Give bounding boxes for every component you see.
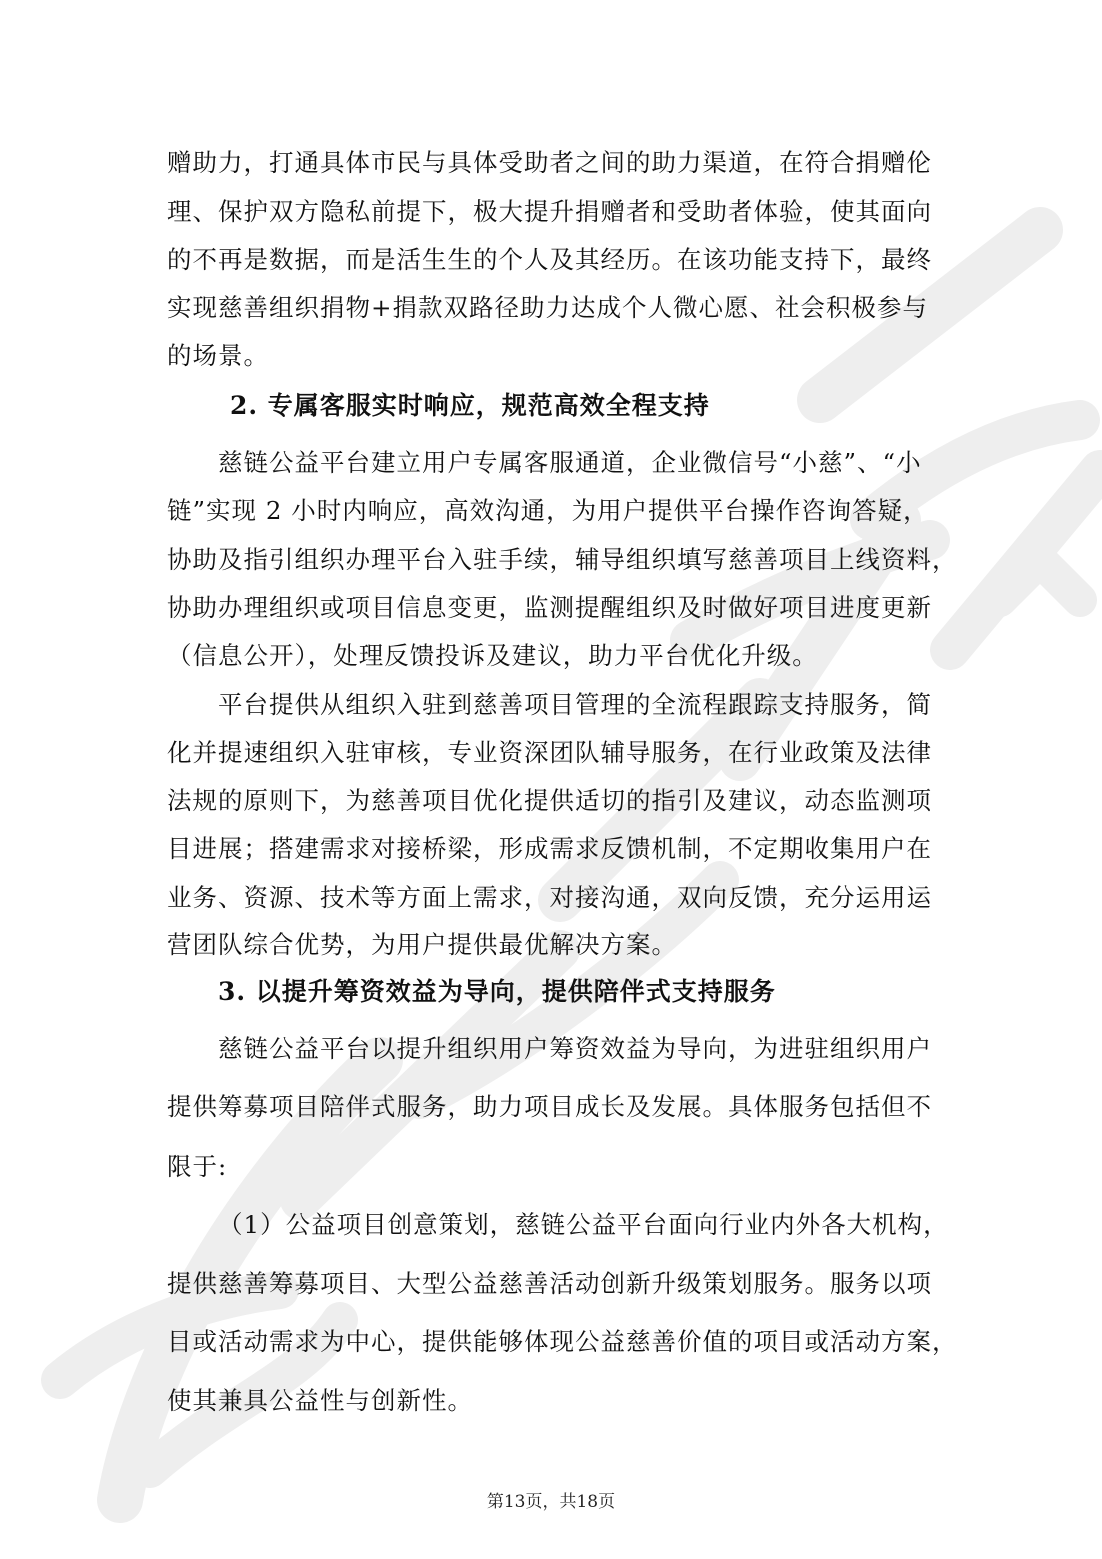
paragraph-line: 目或活动需求为中心，提供能够体现公益慈善价值的项目或活动方案，	[167, 1327, 958, 1356]
paragraph-line: （1）公益项目创意策划，慈链公益平台面向行业内外各大机构，	[218, 1210, 949, 1239]
paragraph-line: 链”实现 2 小时内响应，高效沟通，为用户提供平台操作咨询答疑，	[167, 496, 929, 525]
paragraph-line: 限于:	[167, 1152, 228, 1181]
paragraph-line: 协助办理组织或项目信息变更，监测提醒组织及时做好项目进度更新	[167, 593, 932, 622]
paragraph-line: 平台提供从组织入驻到慈善项目管理的全流程跟踪支持服务，简	[218, 690, 932, 719]
paragraph-line: 协助及指引组织办理平台入驻手续，辅导组织填写慈善项目上线资料，	[167, 545, 958, 574]
paragraph-line: 理、保护双方隐私前提下，极大提升捐赠者和受助者体验，使其面向	[167, 197, 932, 226]
section-heading-2: 2. 专属客服实时响应，规范高效全程支持	[230, 391, 710, 420]
paragraph-line: 实现慈善组织捐物+捐款双路径助力达成个人微心愿、社会积极参与	[167, 293, 929, 322]
paragraph-line: 慈链公益平台以提升组织用户筹资效益为导向，为进驻组织用户	[218, 1034, 932, 1063]
paragraph-line: 提供慈善筹募项目、大型公益慈善活动创新升级策划服务。服务以项	[167, 1269, 932, 1298]
paragraph-line: 法规的原则下，为慈善项目优化提供适切的指引及建议，动态监测项	[167, 786, 932, 815]
paragraph-line: 赠助力，打通具体市民与具体受助者之间的助力渠道，在符合捐赠伦	[167, 148, 932, 177]
paragraph-line: 营团队综合优势，为用户提供最优解决方案。	[167, 930, 677, 959]
paragraph-line: 提供筹募项目陪伴式服务，助力项目成长及发展。具体服务包括但不	[167, 1092, 932, 1121]
paragraph-line: 慈链公益平台建立用户专属客服通道，企业微信号“小慈”、“小	[218, 448, 922, 477]
paragraph-line: 的不再是数据，而是活生生的个人及其经历。在该功能支持下，最终	[167, 245, 932, 274]
paragraph-line: （信息公开），处理反馈投诉及建议，助力平台优化升级。	[167, 641, 818, 670]
page-number-footer: 第13页，共18页	[486, 1492, 616, 1512]
paragraph-line: 的场景。	[167, 341, 269, 370]
paragraph-line: 使其兼具公益性与创新性。	[167, 1386, 473, 1415]
paragraph-line: 目进展；搭建需求对接桥梁，形成需求反馈机制，不定期收集用户在	[167, 834, 932, 863]
paragraph-line: 业务、资源、技术等方面上需求，对接沟通，双向反馈，充分运用运	[167, 883, 932, 912]
paragraph-line: 化并提速组织入驻审核，专业资深团队辅导服务，在行业政策及法律	[167, 738, 932, 767]
section-heading-3: 3. 以提升筹资效益为导向，提供陪伴式支持服务	[218, 977, 776, 1006]
